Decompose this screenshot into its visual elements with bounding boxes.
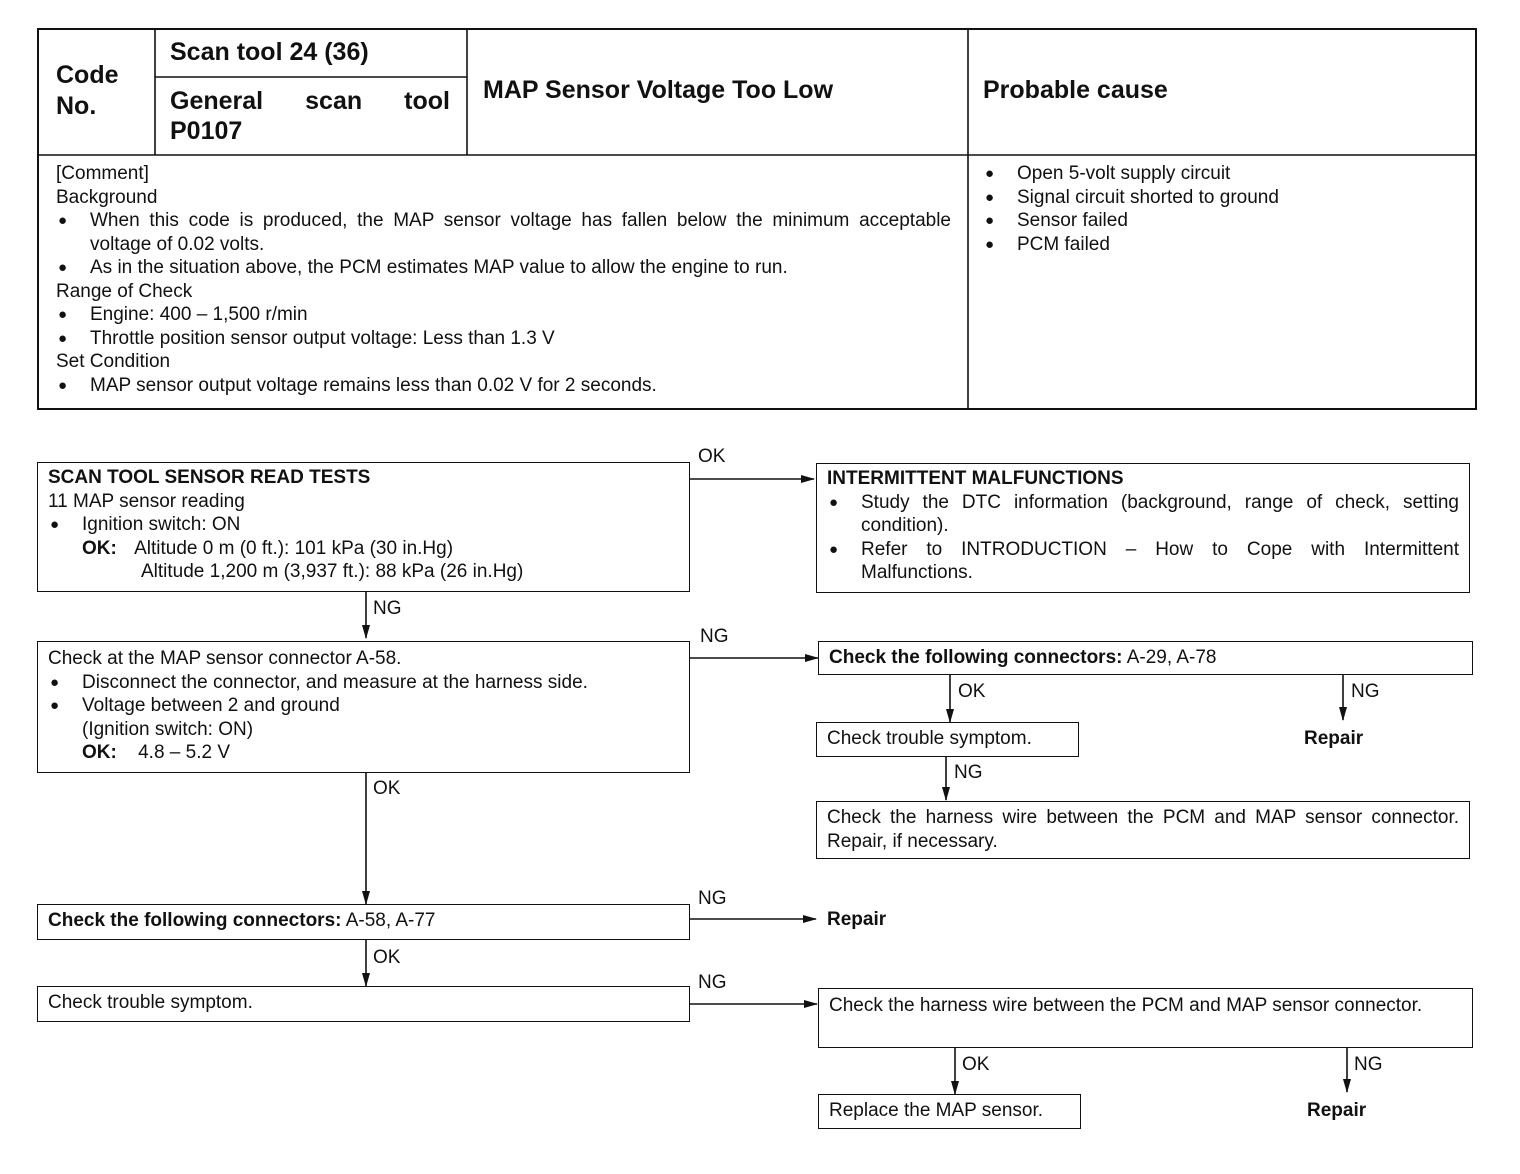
ok-label: OK (962, 1054, 990, 1075)
check-connectors-a58-box (37, 904, 690, 940)
set-condition-heading: Set Condition (56, 351, 171, 372)
range-item: ● Engine: 400 – 1,500 r/min (56, 303, 951, 327)
range-item: ● Throttle position sensor output voltage: Less than 1.3 V (56, 327, 951, 351)
background-heading: Background (56, 186, 158, 208)
ng-label: NG (954, 762, 983, 783)
probable-cause-item: ● Signal circuit shorted to ground (983, 186, 1463, 210)
ok-prefix: OK: (82, 742, 117, 763)
scan-test-ok-row (48, 537, 679, 561)
scan-tool-test-box (37, 462, 690, 592)
intermittent-item: ● Refer to INTRODUCTION – How to Cope with Intermittent Malfunctions. (827, 538, 1459, 585)
ok-label: OK (373, 778, 401, 799)
scan-test-item: 11 MAP sensor reading (48, 490, 245, 512)
code-no-label: Code No. (56, 61, 119, 120)
ok-altitude-1200: Altitude 1,200 m (3,937 ft.): 88 kPa (26 in.Hg) (141, 561, 524, 582)
map-connector-check-box (37, 641, 690, 773)
ng-label: NG (373, 598, 402, 619)
check-connectors-value: A-29, A-78 (1126, 647, 1217, 668)
ok-voltage: 4.8 – 5.2 V (138, 742, 231, 763)
ng-label: NG (1354, 1054, 1383, 1075)
connector-check-bullet: ● Disconnect the connector, and measure at the harness side. (48, 671, 679, 695)
range-heading: Range of Check (56, 280, 193, 302)
repair-label: Repair (1307, 1100, 1367, 1121)
connector-check-bullet: ● Voltage between 2 and ground (48, 694, 679, 718)
general-scan-tool-label: General scan tool (170, 87, 450, 115)
scan-test-title: SCAN TOOL SENSOR READ TESTS (48, 467, 371, 488)
probable-cause-item: ● Open 5-volt supply circuit (983, 162, 1463, 186)
ok-prefix: OK: (82, 537, 117, 559)
intermittent-title: INTERMITTENT MALFUNCTIONS (827, 468, 1124, 489)
ng-label: NG (700, 626, 729, 647)
ok-label: OK (958, 681, 986, 702)
ng-label: NG (1351, 681, 1380, 702)
comment-label: [Comment] (56, 163, 149, 184)
background-item: ● When this code is produced, the MAP sensor voltage has fallen below the minimum acceptable voltage of 0.02 volts. (56, 209, 951, 256)
scan-tool-code: Scan tool 24 (36) (170, 38, 369, 66)
connector-check-sub: (Ignition switch: ON) (82, 718, 254, 740)
scan-test-bullet: ● Ignition switch: ON (48, 513, 679, 537)
set-condition-item: ● MAP sensor output voltage remains less than 0.02 V for 2 seconds. (56, 374, 951, 398)
check-trouble-symptom-box: Check trouble symptom. (816, 722, 1079, 757)
intermittent-malfunctions-box (816, 463, 1470, 593)
replace-map-sensor-box: Replace the MAP sensor. (818, 1094, 1081, 1129)
probable-cause-item: ● PCM failed (983, 233, 1463, 257)
harness-check-box: Check the harness wire between the PCM and MAP sensor connector. (818, 988, 1473, 1048)
background-item: ● As in the situation above, the PCM estimates MAP value to allow the engine to run. (56, 256, 951, 280)
probable-cause-heading: Probable cause (983, 76, 1168, 104)
probable-cause-item: ● Sensor failed (983, 209, 1463, 233)
check-connectors-value: A-58, A-77 (345, 910, 436, 931)
repair-label: Repair (827, 909, 887, 930)
ok-altitude-0: Altitude 0 m (0 ft.): 101 kPa (30 in.Hg) (134, 537, 454, 559)
connector-check-ok-row (48, 741, 679, 765)
harness-check-box: Check the harness wire between the PCM and MAP sensor connector. Repair, if necessary. (816, 801, 1470, 859)
intermittent-item: ● Study the DTC information (background, range of check, setting condition). (827, 491, 1459, 538)
ok-label: OK (373, 947, 401, 968)
check-trouble-symptom-box: Check trouble symptom. (37, 986, 690, 1022)
repair-label: Repair (1304, 728, 1364, 749)
ok-label: OK (698, 446, 726, 467)
ng-label: NG (698, 972, 727, 993)
dtc-title: MAP Sensor Voltage Too Low (483, 76, 834, 104)
check-connectors-label: Check the following connectors: (48, 910, 342, 931)
general-scan-tool-code: P0107 (170, 117, 243, 145)
check-connectors-a29-box (818, 641, 1473, 675)
connector-check-title: Check at the MAP sensor connector A-58. (48, 648, 402, 669)
check-connectors-label: Check the following connectors: (829, 647, 1123, 668)
ng-label: NG (698, 888, 727, 909)
